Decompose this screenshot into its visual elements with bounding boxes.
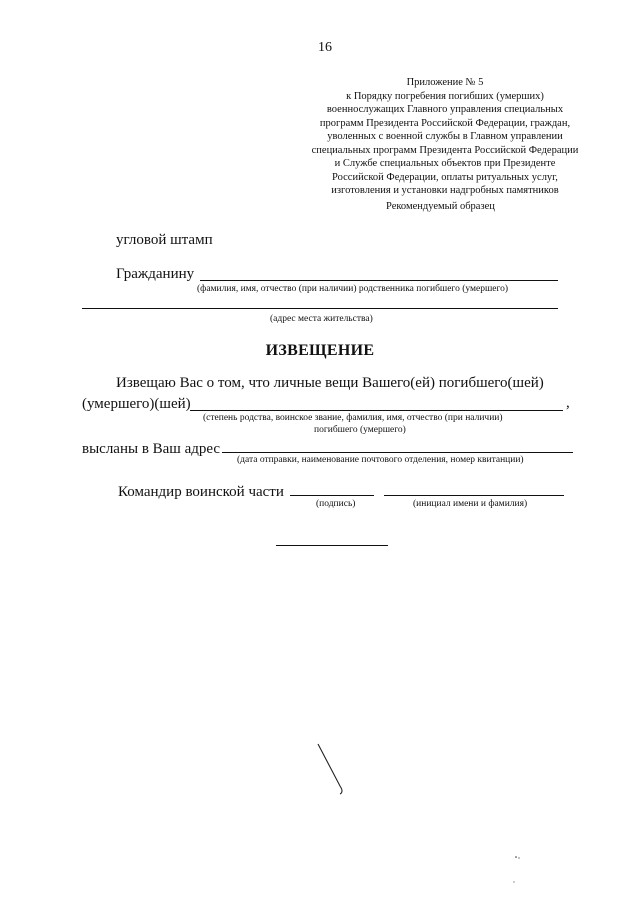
sent-info-line bbox=[222, 452, 573, 453]
appendix-line: уволенных с военной службы в Главном управлении bbox=[327, 131, 563, 142]
notice-text-line2-label: (умершего)(шей) bbox=[82, 396, 191, 412]
deceased-info-caption2: погибшего (умершего) bbox=[314, 425, 406, 435]
appendix-header bbox=[290, 76, 600, 198]
closing-rule bbox=[276, 545, 388, 546]
recipient-name-line bbox=[200, 280, 558, 281]
name-line bbox=[384, 495, 564, 496]
sample-note: Рекомендуемый образец bbox=[386, 201, 495, 212]
deceased-info-caption: (степень родства, воинское звание, фамилия, имя, отчество (при наличии) bbox=[203, 413, 503, 423]
recipient-name-caption: (фамилия, имя, отчество (при наличии) родственника погибшего (умершего) bbox=[197, 284, 509, 294]
name-caption: (инициал имени и фамилия) bbox=[413, 499, 528, 509]
commander-label: Командир воинской части bbox=[118, 484, 284, 500]
appendix-line: изготовления и установки надгробных памятников bbox=[331, 185, 559, 196]
signature-line bbox=[290, 495, 374, 496]
deceased-info-line bbox=[190, 410, 563, 411]
appendix-line: специальных программ Президента Российской Федерации bbox=[311, 144, 579, 156]
appendix-line: и Службе специальных объектов при Президенте bbox=[334, 158, 556, 169]
recipient-label: Гражданину bbox=[116, 266, 195, 282]
notice-text-line1: Извещаю Вас о том, что личные вещи Вашего(ей) погибшего(шей) bbox=[116, 375, 544, 391]
appendix-line: программ Президента Российской Федерации, граждан, bbox=[319, 117, 571, 129]
corner-stamp-label: угловой штамп bbox=[116, 232, 213, 248]
scan-specks bbox=[510, 850, 530, 890]
comma-mark: , bbox=[566, 395, 570, 411]
page-number: 16 bbox=[318, 40, 332, 55]
signature-caption: (подпись) bbox=[316, 499, 356, 509]
appendix-line: Российской Федерации, оплаты ритуальных услуг, bbox=[332, 171, 558, 183]
sent-to-label: высланы в Ваш адрес bbox=[82, 441, 221, 457]
address-line bbox=[82, 308, 558, 309]
appendix-line: военнослужащих Главного управления специальных bbox=[326, 104, 564, 115]
sent-info-caption: (дата отправки, наименование почтового отделения, номер квитанции) bbox=[237, 455, 524, 465]
document-title: ИЗВЕЩЕНИЕ bbox=[265, 342, 375, 359]
appendix-line: к Порядку погребения погибших (умерших) bbox=[346, 90, 544, 102]
address-caption: (адрес места жительства) bbox=[270, 314, 373, 324]
pen-stroke-mark bbox=[310, 740, 350, 800]
appendix-line: Приложение № 5 bbox=[406, 77, 484, 88]
